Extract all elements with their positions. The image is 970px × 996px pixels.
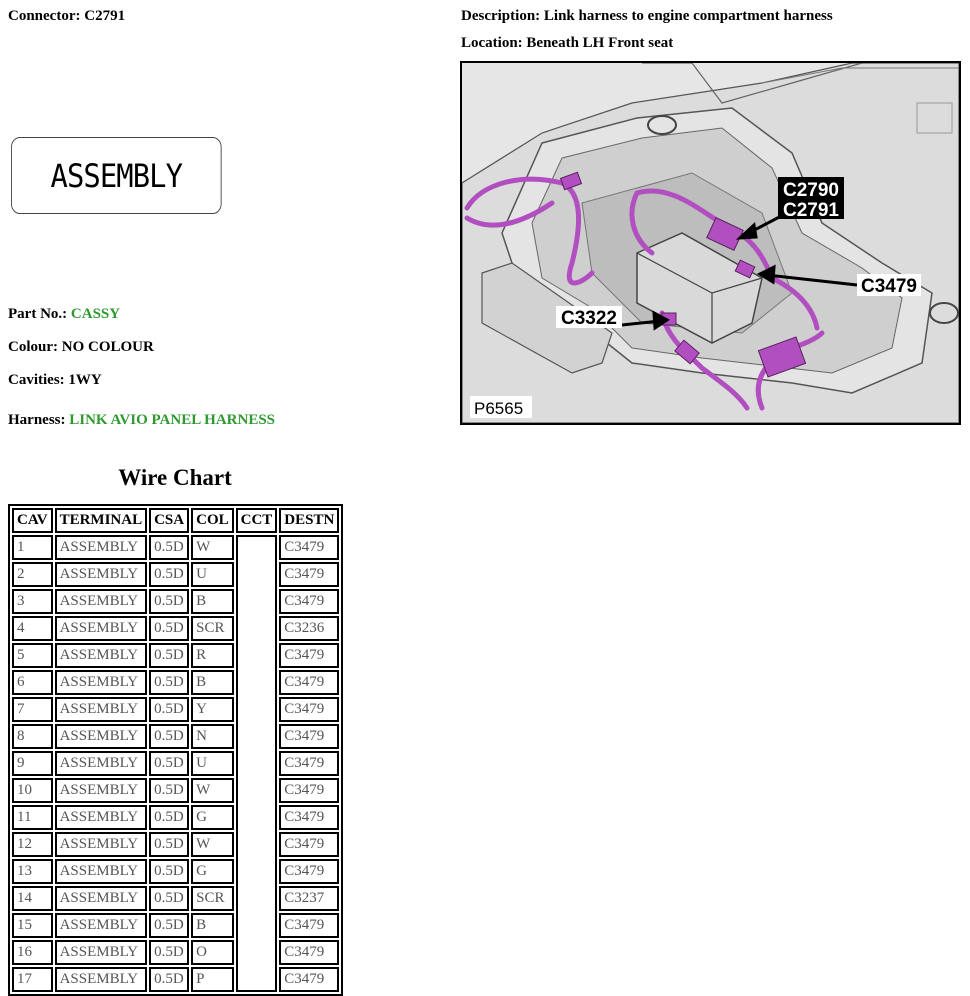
- cell-cav: 10: [12, 778, 53, 803]
- cell-terminal: ASSEMBLY: [55, 697, 148, 722]
- cell-csa: 0.5D: [149, 805, 189, 830]
- cell-cav: 8: [12, 724, 53, 749]
- cell-terminal: ASSEMBLY: [55, 562, 148, 587]
- colour-value: NO COLOUR: [61, 339, 154, 355]
- callout-c2791: C2791: [783, 200, 839, 221]
- colour-field: [8, 339, 154, 356]
- cell-terminal: ASSEMBLY: [55, 913, 148, 938]
- callout-c3322: C3322: [561, 308, 617, 329]
- cell-csa: 0.5D: [149, 778, 189, 803]
- diagram-illustration: [462, 63, 959, 423]
- cell-destn[interactable]: C3479: [279, 940, 339, 965]
- table-row: [12, 805, 339, 830]
- cell-col: N: [191, 724, 234, 749]
- cell-col: P: [191, 967, 234, 992]
- cell-col: U: [191, 751, 234, 776]
- cell-cav: 6: [12, 670, 53, 695]
- part-no-value[interactable]: CASSY: [70, 306, 121, 322]
- description-label: Description:: [461, 8, 541, 24]
- callout-c3479: C3479: [861, 276, 917, 297]
- header-col: COL: [191, 508, 234, 533]
- connector-value: C2791: [84, 8, 126, 24]
- part-no-label: Part No.:: [8, 306, 68, 322]
- table-row: [12, 697, 339, 722]
- cell-terminal: ASSEMBLY: [55, 886, 148, 911]
- table-row: [12, 616, 339, 641]
- header-cav: CAV: [12, 508, 53, 533]
- cavities-field: [8, 372, 102, 389]
- cavities-label: Cavities:: [8, 372, 65, 388]
- cell-col: O: [191, 940, 234, 965]
- cell-cav: 4: [12, 616, 53, 641]
- cell-csa: 0.5D: [149, 859, 189, 884]
- cell-cav: 17: [12, 967, 53, 992]
- cell-cav: 15: [12, 913, 53, 938]
- table-row: [12, 886, 339, 911]
- cell-cav: 3: [12, 589, 53, 614]
- table-row: [12, 535, 339, 560]
- table-row: [12, 778, 339, 803]
- location-value: Beneath LH Front seat: [526, 35, 674, 51]
- assembly-image-box: ASSEMBLY: [11, 137, 222, 214]
- harness-field: [8, 412, 275, 429]
- cell-destn[interactable]: C3479: [279, 913, 339, 938]
- cell-col: B: [191, 589, 234, 614]
- cell-cav: 2: [12, 562, 53, 587]
- cell-destn[interactable]: C3479: [279, 562, 339, 587]
- cell-col: G: [191, 859, 234, 884]
- cell-terminal: ASSEMBLY: [55, 670, 148, 695]
- cell-destn[interactable]: C3236: [279, 616, 339, 641]
- table-row: [12, 751, 339, 776]
- part-no-field: [8, 306, 120, 323]
- cell-csa: 0.5D: [149, 535, 189, 560]
- cell-col: Y: [191, 697, 234, 722]
- cell-cav: 14: [12, 886, 53, 911]
- cell-col: W: [191, 832, 234, 857]
- table-row: [12, 832, 339, 857]
- cell-col: SCR: [191, 886, 234, 911]
- cell-col: W: [191, 778, 234, 803]
- connector-field: [8, 8, 125, 25]
- header-terminal: TERMINAL: [55, 508, 148, 533]
- cell-terminal: ASSEMBLY: [55, 724, 148, 749]
- cell-csa: 0.5D: [149, 616, 189, 641]
- cavities-value: 1WY: [68, 372, 102, 388]
- cell-col: B: [191, 913, 234, 938]
- cell-csa: 0.5D: [149, 940, 189, 965]
- wire-chart-header-row: [12, 508, 339, 533]
- cell-col: W: [191, 535, 234, 560]
- cell-csa: 0.5D: [149, 643, 189, 668]
- cell-csa: 0.5D: [149, 589, 189, 614]
- cell-terminal: ASSEMBLY: [55, 940, 148, 965]
- cell-terminal: ASSEMBLY: [55, 589, 148, 614]
- colour-label: Colour:: [8, 339, 58, 355]
- cell-csa: 0.5D: [149, 562, 189, 587]
- location-field: [461, 35, 673, 52]
- cell-terminal: ASSEMBLY: [55, 832, 148, 857]
- cell-terminal: ASSEMBLY: [55, 778, 148, 803]
- wire-chart-title: Wire Chart: [118, 465, 232, 490]
- cell-terminal: ASSEMBLY: [55, 805, 148, 830]
- table-row: [12, 967, 339, 992]
- cell-cav: 9: [12, 751, 53, 776]
- table-row: [12, 724, 339, 749]
- harness-label: Harness:: [8, 412, 66, 428]
- location-label: Location:: [461, 35, 523, 51]
- cell-terminal: ASSEMBLY: [55, 616, 148, 641]
- connector-label: Connector:: [8, 8, 81, 24]
- cell-csa: 0.5D: [149, 670, 189, 695]
- cell-destn[interactable]: C3479: [279, 697, 339, 722]
- cell-csa: 0.5D: [149, 724, 189, 749]
- cell-cct: [236, 535, 278, 992]
- cell-col: B: [191, 670, 234, 695]
- table-row: [12, 859, 339, 884]
- figure-id: P6565: [474, 399, 524, 418]
- cell-csa: 0.5D: [149, 697, 189, 722]
- table-row: [12, 643, 339, 668]
- cell-csa: 0.5D: [149, 886, 189, 911]
- harness-value[interactable]: LINK AVIO PANEL HARNESS: [69, 412, 276, 428]
- cell-terminal: ASSEMBLY: [55, 859, 148, 884]
- cell-destn[interactable]: C3479: [279, 832, 339, 857]
- cell-terminal: ASSEMBLY: [55, 751, 148, 776]
- cell-destn[interactable]: C3479: [279, 535, 339, 560]
- table-row: [12, 562, 339, 587]
- cell-col: G: [191, 805, 234, 830]
- cell-destn[interactable]: C3479: [279, 805, 339, 830]
- cell-csa: 0.5D: [149, 751, 189, 776]
- callout-c2790: C2790: [783, 180, 839, 201]
- cell-destn[interactable]: C3479: [279, 778, 339, 803]
- cell-col: SCR: [191, 616, 234, 641]
- cell-csa: 0.5D: [149, 832, 189, 857]
- header-cct: CCT: [236, 508, 278, 533]
- header-csa: CSA: [149, 508, 189, 533]
- cell-terminal: ASSEMBLY: [55, 535, 148, 560]
- wire-chart-table: [8, 504, 343, 996]
- cell-terminal: ASSEMBLY: [55, 967, 148, 992]
- description-value: Link harness to engine compartment harness: [543, 8, 833, 24]
- cell-destn[interactable]: C3479: [279, 859, 339, 884]
- cell-destn[interactable]: C3479: [279, 670, 339, 695]
- cell-cav: 12: [12, 832, 53, 857]
- table-row: [12, 589, 339, 614]
- description-field: [461, 8, 833, 25]
- cell-cav: 1: [12, 535, 53, 560]
- cell-cav: 11: [12, 805, 53, 830]
- cell-destn[interactable]: C3237: [279, 886, 339, 911]
- cell-destn[interactable]: C3479: [279, 589, 339, 614]
- cell-cav: 5: [12, 643, 53, 668]
- table-row: [12, 913, 339, 938]
- cell-col: U: [191, 562, 234, 587]
- cell-csa: 0.5D: [149, 967, 189, 992]
- cell-csa: 0.5D: [149, 913, 189, 938]
- header-destn: DESTN: [279, 508, 339, 533]
- cell-cav: 7: [12, 697, 53, 722]
- cell-cav: 16: [12, 940, 53, 965]
- table-row: [12, 940, 339, 965]
- cell-destn[interactable]: C3479: [279, 967, 339, 992]
- cell-destn[interactable]: C3479: [279, 643, 339, 668]
- cell-terminal: ASSEMBLY: [55, 643, 148, 668]
- table-row: [12, 670, 339, 695]
- cell-col: R: [191, 643, 234, 668]
- location-diagram: [460, 61, 961, 425]
- cell-destn[interactable]: C3479: [279, 724, 339, 749]
- cell-cav: 13: [12, 859, 53, 884]
- cell-destn[interactable]: C3479: [279, 751, 339, 776]
